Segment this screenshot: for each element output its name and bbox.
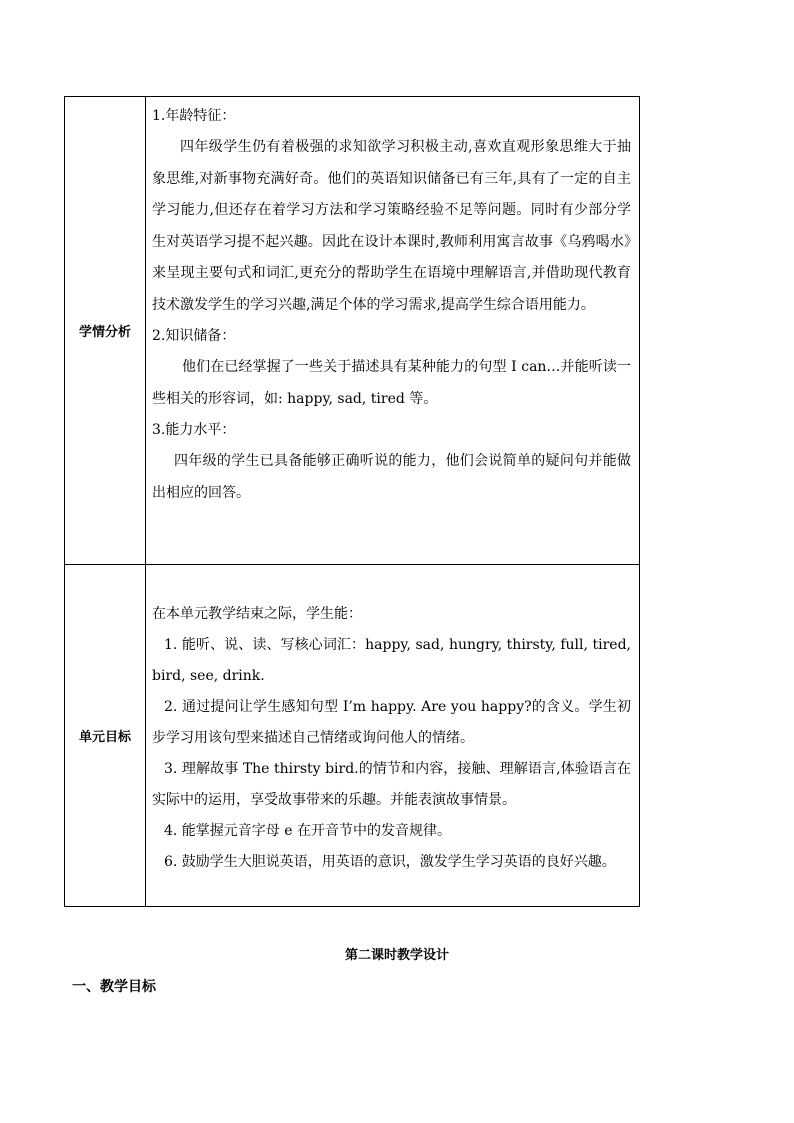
unit-goals-cell bbox=[146, 565, 640, 907]
row-label-unit-goals: 单元目标 bbox=[65, 565, 146, 907]
knowledge-heading: 2.知识储备： bbox=[152, 328, 236, 344]
student-analysis-cell bbox=[146, 97, 640, 565]
section-heading: 一、教学目标 bbox=[72, 979, 156, 995]
analysis-table bbox=[64, 96, 640, 907]
table-row-unit-goals bbox=[65, 565, 640, 907]
table-row-student-analysis bbox=[65, 97, 640, 565]
ability-text: 四年级的学生已具备能够正确听说的能力，他们会说简单的疑问句并能做出相应的回答。 bbox=[152, 453, 631, 501]
ability-heading: 3.能力水平： bbox=[152, 422, 236, 438]
goal-item-3: 3. 理解故事 The thirsty bird.的情节和内容，接触、理解语言,体验语言在实际中的运用，享受故事带来的乐趣。并能表演故事情景。 bbox=[152, 761, 631, 808]
goal-item-1: 1. 能听、说、读、写核心词汇：happy, sad, hungry, thirsty, full, tired, bird, see, drink. bbox=[152, 637, 631, 684]
goal-item-5: 6. 鼓励学生大胆说英语，用英语的意识，激发学生学习英语的良好兴趣。 bbox=[164, 854, 616, 870]
lesson-title: 第二课时教学设计 bbox=[344, 948, 449, 963]
goal-item-4: 4. 能掌握元音字母 e 在开音节中的发音规律。 bbox=[164, 823, 451, 839]
age-heading: 1.年龄特征： bbox=[152, 108, 236, 124]
goal-item-2: 2. 通过提问让学生感知句型 I’m happy. Are you happy?的含义。学生初步学习用该句型来描述自己情绪或询问他人的情绪。 bbox=[152, 699, 631, 746]
goals-intro: 在本单元教学结束之际，学生能： bbox=[152, 606, 362, 622]
knowledge-text: 他们在已经掌握了一些关于描述具有某种能力的句型 I can…并能听读一些相关的形容词，如: happy, sad, tired 等。 bbox=[152, 359, 631, 407]
age-text: 四年级学生仍有着极强的求知欲学习积极主动,喜欢直观形象思维大于抽象思维,对新事物充满好奇。他们的英语知识储备已有三年,具有了一定的自主学习能力,但还存在着学习方法和学习策略经验不足等问题。同时有少部分学生对英语学习提不起兴趣。因此在设计本课时,教师利用寓言故事《乌鸦喝水》来呈现主要句式和词汇,更充分的帮助学生在语境中理解语言,并借助现代教育技术激发学生的学习兴趣,满足个体的学习需求,提高学生综合语用能力。 bbox=[152, 139, 631, 313]
row-label-student-analysis: 学情分析 bbox=[65, 97, 146, 565]
